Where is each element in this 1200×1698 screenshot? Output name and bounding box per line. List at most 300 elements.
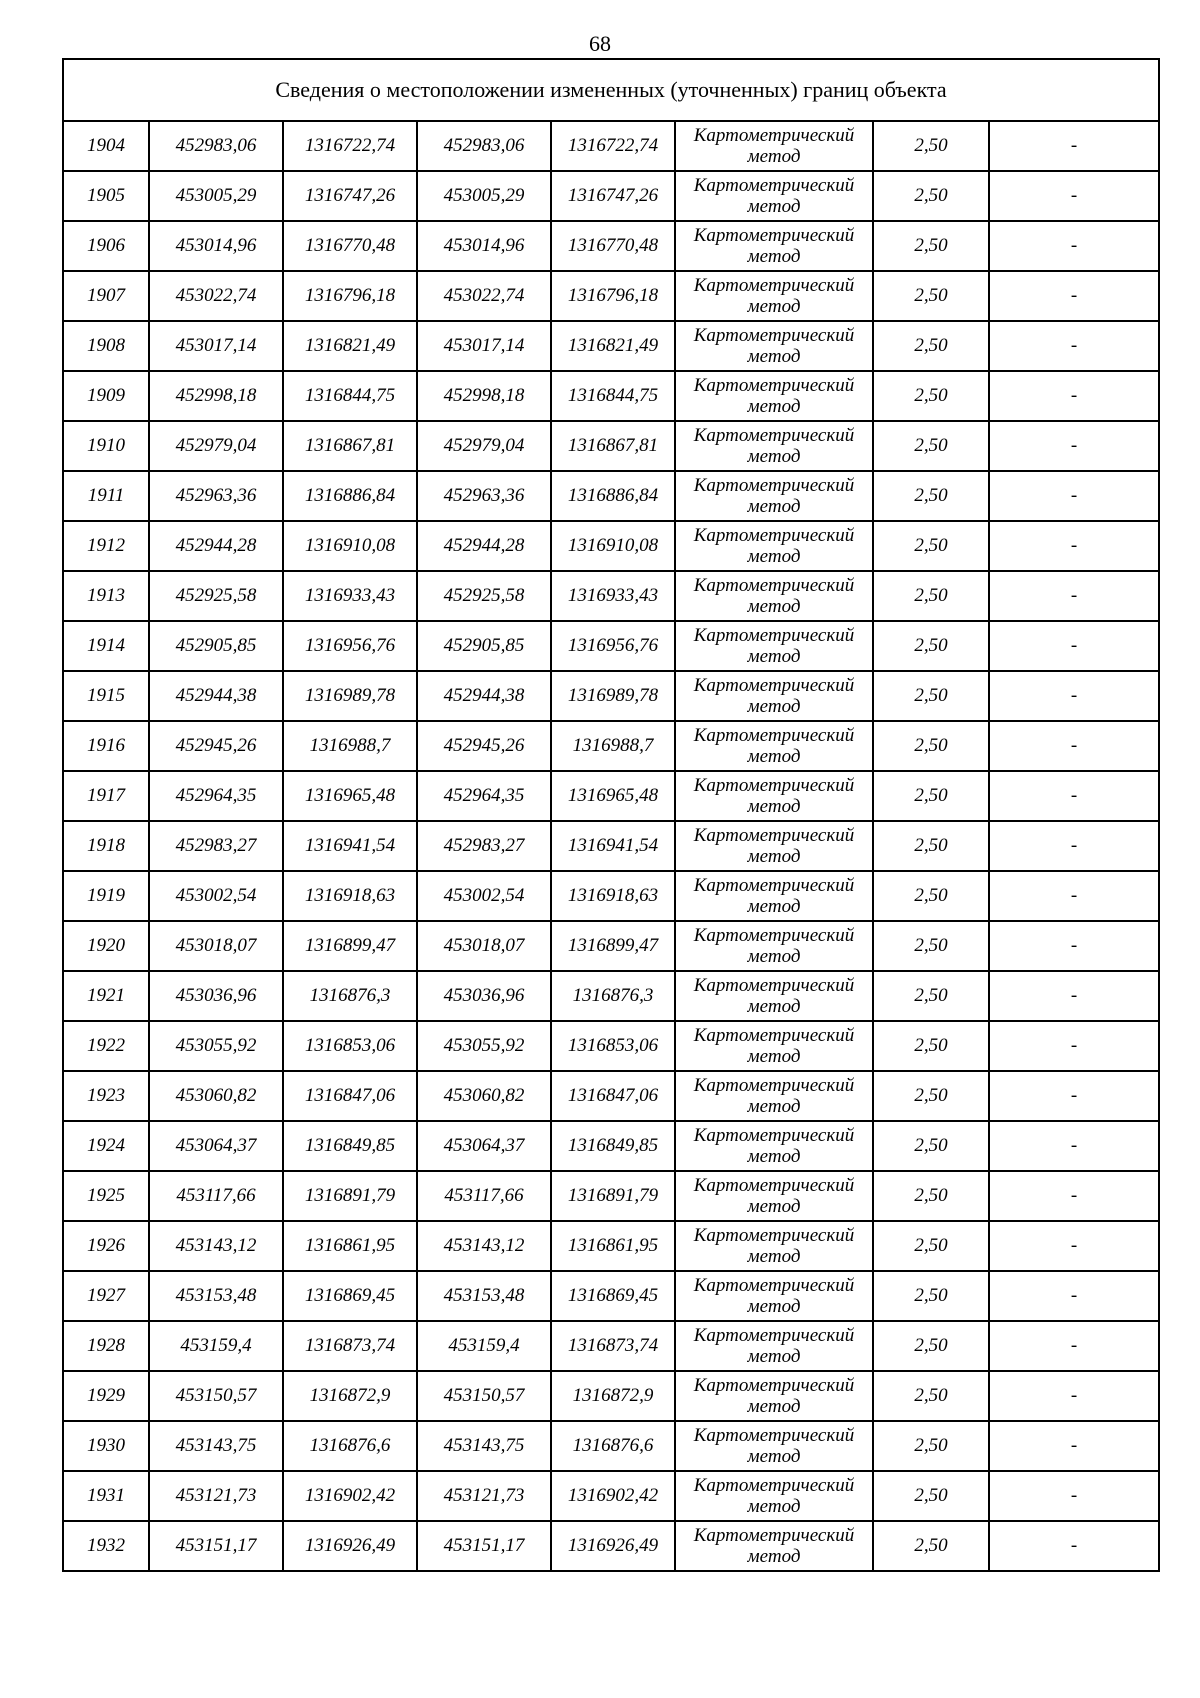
accuracy-cell: 2,50 [873,871,989,921]
new-y-cell: 1316902,42 [551,1471,675,1521]
method-line-1: Картометрический [693,575,855,596]
existing-x-cell: 453002,54 [149,871,283,921]
table-row [63,271,1159,321]
table-row [63,721,1159,771]
description-cell: - [989,421,1159,471]
boundary-coordinates-table [62,58,1160,1572]
accuracy-cell: 2,50 [873,571,989,621]
new-y-cell: 1316918,63 [551,871,675,921]
existing-x-cell: 453060,82 [149,1071,283,1121]
point-number-cell: 1912 [63,521,149,571]
method-cell [675,721,873,771]
accuracy-cell: 2,50 [873,421,989,471]
method-line-2: метод [747,196,801,217]
new-y-cell: 1316886,84 [551,471,675,521]
accuracy-cell: 2,50 [873,921,989,971]
table-row [63,771,1159,821]
method-line-2: метод [747,1146,801,1167]
new-y-cell: 1316869,45 [551,1271,675,1321]
method-line-1: Картометрический [693,125,855,146]
method-cell [675,621,873,671]
new-x-cell: 452963,36 [417,471,551,521]
method-cell [675,821,873,871]
new-y-cell: 1316747,26 [551,171,675,221]
method-line-1: Картометрический [693,625,855,646]
new-x-cell: 453064,37 [417,1121,551,1171]
method-line-1: Картометрический [693,325,855,346]
method-line-2: метод [747,246,801,267]
new-x-cell: 453117,66 [417,1171,551,1221]
new-x-cell: 453017,14 [417,321,551,371]
existing-y-cell: 1316869,45 [283,1271,417,1321]
description-cell: - [989,1421,1159,1471]
existing-x-cell: 453159,4 [149,1321,283,1371]
new-x-cell: 453153,48 [417,1271,551,1321]
new-y-cell: 1316891,79 [551,1171,675,1221]
existing-y-cell: 1316886,84 [283,471,417,521]
new-x-cell: 452945,26 [417,721,551,771]
method-cell [675,1171,873,1221]
existing-x-cell: 452963,36 [149,471,283,521]
method-cell [675,221,873,271]
description-cell: - [989,221,1159,271]
point-number-cell: 1904 [63,121,149,171]
description-cell: - [989,1021,1159,1071]
method-line-1: Картометрический [693,525,855,546]
new-x-cell: 453159,4 [417,1321,551,1371]
new-y-cell: 1316722,74 [551,121,675,171]
existing-x-cell: 452945,26 [149,721,283,771]
description-cell: - [989,1071,1159,1121]
new-y-cell: 1316844,75 [551,371,675,421]
existing-y-cell: 1316910,08 [283,521,417,571]
accuracy-cell: 2,50 [873,321,989,371]
point-number-cell: 1919 [63,871,149,921]
accuracy-cell: 2,50 [873,121,989,171]
method-cell [675,1421,873,1471]
method-line-1: Картометрический [693,1025,855,1046]
method-line-2: метод [747,896,801,917]
existing-x-cell: 453121,73 [149,1471,283,1521]
new-y-cell: 1316847,06 [551,1071,675,1121]
method-line-2: метод [747,996,801,1017]
description-cell: - [989,821,1159,871]
accuracy-cell: 2,50 [873,621,989,671]
method-line-2: метод [747,1096,801,1117]
existing-y-cell: 1316796,18 [283,271,417,321]
accuracy-cell: 2,50 [873,271,989,321]
method-line-2: метод [747,796,801,817]
method-line-2: метод [747,1396,801,1417]
new-x-cell: 453143,75 [417,1421,551,1471]
accuracy-cell: 2,50 [873,971,989,1021]
method-cell [675,1071,873,1121]
new-x-cell: 452998,18 [417,371,551,421]
new-y-cell: 1316941,54 [551,821,675,871]
description-cell: - [989,1471,1159,1521]
existing-y-cell: 1316965,48 [283,771,417,821]
point-number-cell: 1918 [63,821,149,871]
accuracy-cell: 2,50 [873,1071,989,1121]
existing-x-cell: 453055,92 [149,1021,283,1071]
accuracy-cell: 2,50 [873,171,989,221]
point-number-cell: 1921 [63,971,149,1021]
new-y-cell: 1316876,6 [551,1421,675,1471]
existing-x-cell: 453143,12 [149,1221,283,1271]
method-cell [675,321,873,371]
new-y-cell: 1316956,76 [551,621,675,671]
accuracy-cell: 2,50 [873,371,989,421]
existing-y-cell: 1316722,74 [283,121,417,171]
point-number-cell: 1920 [63,921,149,971]
method-line-1: Картометрический [693,775,855,796]
point-number-cell: 1928 [63,1321,149,1371]
new-x-cell: 452905,85 [417,621,551,671]
point-number-cell: 1932 [63,1521,149,1571]
existing-y-cell: 1316847,06 [283,1071,417,1121]
table-row [63,921,1159,971]
accuracy-cell: 2,50 [873,671,989,721]
accuracy-cell: 2,50 [873,1321,989,1371]
existing-y-cell: 1316876,6 [283,1421,417,1471]
new-x-cell: 453121,73 [417,1471,551,1521]
method-line-1: Картометрический [693,825,855,846]
new-y-cell: 1316853,06 [551,1021,675,1071]
description-cell: - [989,171,1159,221]
method-line-1: Картометрический [693,1275,855,1296]
method-line-1: Картометрический [693,975,855,996]
new-x-cell: 452979,04 [417,421,551,471]
method-cell [675,771,873,821]
existing-y-cell: 1316872,9 [283,1371,417,1421]
method-line-1: Картометрический [693,475,855,496]
table-row [63,471,1159,521]
method-line-1: Картометрический [693,425,855,446]
method-line-2: метод [747,1446,801,1467]
method-cell [675,121,873,171]
new-y-cell: 1316910,08 [551,521,675,571]
method-line-2: метод [747,846,801,867]
new-x-cell: 453014,96 [417,221,551,271]
description-cell: - [989,271,1159,321]
point-number-cell: 1927 [63,1271,149,1321]
point-number-cell: 1905 [63,171,149,221]
new-y-cell: 1316861,95 [551,1221,675,1271]
method-line-2: метод [747,1246,801,1267]
method-line-1: Картометрический [693,225,855,246]
table-row [63,421,1159,471]
new-y-cell: 1316821,49 [551,321,675,371]
new-y-cell: 1316989,78 [551,671,675,721]
existing-x-cell: 453005,29 [149,171,283,221]
existing-x-cell: 453014,96 [149,221,283,271]
method-line-2: метод [747,1196,801,1217]
existing-x-cell: 453151,17 [149,1521,283,1571]
existing-x-cell: 452925,58 [149,571,283,621]
accuracy-cell: 2,50 [873,771,989,821]
table-row [63,1271,1159,1321]
existing-x-cell: 453143,75 [149,1421,283,1471]
method-line-2: метод [747,446,801,467]
new-y-cell: 1316965,48 [551,771,675,821]
table-row [63,1321,1159,1371]
accuracy-cell: 2,50 [873,721,989,771]
table-row [63,1071,1159,1121]
point-number-cell: 1930 [63,1421,149,1471]
new-x-cell: 453022,74 [417,271,551,321]
method-line-2: метод [747,346,801,367]
table-body [63,121,1159,1571]
method-line-2: метод [747,696,801,717]
existing-x-cell: 452944,38 [149,671,283,721]
description-cell: - [989,1171,1159,1221]
new-x-cell: 452983,06 [417,121,551,171]
existing-x-cell: 453150,57 [149,1371,283,1421]
method-line-2: метод [747,546,801,567]
table-row [63,1521,1159,1571]
table-row [63,1221,1159,1271]
description-cell: - [989,1271,1159,1321]
existing-y-cell: 1316899,47 [283,921,417,971]
description-cell: - [989,721,1159,771]
new-x-cell: 453002,54 [417,871,551,921]
description-cell: - [989,921,1159,971]
table-row [63,871,1159,921]
method-cell [675,871,873,921]
table-row [63,121,1159,171]
existing-y-cell: 1316988,7 [283,721,417,771]
method-line-2: метод [747,296,801,317]
new-y-cell: 1316899,47 [551,921,675,971]
method-cell [675,1521,873,1571]
point-number-cell: 1909 [63,371,149,421]
description-cell: - [989,871,1159,921]
table-row [63,1121,1159,1171]
method-cell [675,1021,873,1071]
point-number-cell: 1923 [63,1071,149,1121]
existing-y-cell: 1316853,06 [283,1021,417,1071]
new-x-cell: 453036,96 [417,971,551,1021]
new-y-cell: 1316873,74 [551,1321,675,1371]
new-y-cell: 1316933,43 [551,571,675,621]
existing-y-cell: 1316849,85 [283,1121,417,1171]
existing-x-cell: 452979,04 [149,421,283,471]
existing-y-cell: 1316926,49 [283,1521,417,1571]
existing-x-cell: 453018,07 [149,921,283,971]
method-cell [675,571,873,621]
accuracy-cell: 2,50 [873,521,989,571]
method-line-1: Картометрический [693,875,855,896]
method-line-1: Картометрический [693,1125,855,1146]
method-line-1: Картометрический [693,1325,855,1346]
point-number-cell: 1908 [63,321,149,371]
method-line-1: Картометрический [693,1075,855,1096]
description-cell: - [989,371,1159,421]
point-number-cell: 1911 [63,471,149,521]
point-number-cell: 1916 [63,721,149,771]
existing-y-cell: 1316941,54 [283,821,417,871]
existing-y-cell: 1316747,26 [283,171,417,221]
method-cell [675,971,873,1021]
method-line-2: метод [747,1546,801,1567]
point-number-cell: 1915 [63,671,149,721]
existing-y-cell: 1316956,76 [283,621,417,671]
method-line-1: Картометрический [693,1175,855,1196]
table-row [63,1471,1159,1521]
table-title: Сведения о местоположении измененных (уточненных) границ объекта [63,59,1159,121]
existing-y-cell: 1316902,42 [283,1471,417,1521]
table-row [63,171,1159,221]
method-line-2: метод [747,746,801,767]
table-row [63,321,1159,371]
method-cell [675,1121,873,1171]
new-x-cell: 453143,12 [417,1221,551,1271]
method-line-1: Картометрический [693,675,855,696]
new-x-cell: 453060,82 [417,1071,551,1121]
accuracy-cell: 2,50 [873,1221,989,1271]
method-line-1: Картометрический [693,275,855,296]
accuracy-cell: 2,50 [873,1421,989,1471]
method-cell [675,171,873,221]
boundary-table-container [62,58,1158,1572]
method-line-2: метод [747,646,801,667]
existing-y-cell: 1316891,79 [283,1171,417,1221]
new-x-cell: 453005,29 [417,171,551,221]
existing-x-cell: 452905,85 [149,621,283,671]
table-row [63,221,1159,271]
table-row [63,521,1159,571]
accuracy-cell: 2,50 [873,1121,989,1171]
table-row [63,821,1159,871]
accuracy-cell: 2,50 [873,1171,989,1221]
method-cell [675,471,873,521]
description-cell: - [989,1521,1159,1571]
existing-x-cell: 452964,35 [149,771,283,821]
method-line-2: метод [747,1046,801,1067]
method-line-2: метод [747,946,801,967]
existing-x-cell: 453036,96 [149,971,283,1021]
table-row [63,571,1159,621]
existing-x-cell: 453022,74 [149,271,283,321]
description-cell: - [989,121,1159,171]
new-x-cell: 452964,35 [417,771,551,821]
point-number-cell: 1926 [63,1221,149,1271]
new-x-cell: 453151,17 [417,1521,551,1571]
table-row [63,1171,1159,1221]
description-cell: - [989,971,1159,1021]
method-line-1: Картометрический [693,1525,855,1546]
point-number-cell: 1913 [63,571,149,621]
existing-x-cell: 453017,14 [149,321,283,371]
description-cell: - [989,471,1159,521]
new-x-cell: 453150,57 [417,1371,551,1421]
new-y-cell: 1316796,18 [551,271,675,321]
existing-y-cell: 1316861,95 [283,1221,417,1271]
accuracy-cell: 2,50 [873,1521,989,1571]
new-x-cell: 452983,27 [417,821,551,871]
new-x-cell: 452925,58 [417,571,551,621]
new-x-cell: 452944,28 [417,521,551,571]
method-cell [675,271,873,321]
method-line-1: Картометрический [693,1425,855,1446]
existing-x-cell: 452944,28 [149,521,283,571]
point-number-cell: 1929 [63,1371,149,1421]
method-cell [675,1321,873,1371]
table-row [63,1371,1159,1421]
accuracy-cell: 2,50 [873,1021,989,1071]
method-line-1: Картометрический [693,175,855,196]
method-line-1: Картометрический [693,1375,855,1396]
accuracy-cell: 2,50 [873,471,989,521]
existing-y-cell: 1316918,63 [283,871,417,921]
method-cell [675,671,873,721]
method-cell [675,1471,873,1521]
method-cell [675,1371,873,1421]
point-number-cell: 1917 [63,771,149,821]
method-cell [675,371,873,421]
new-x-cell: 453018,07 [417,921,551,971]
point-number-cell: 1922 [63,1021,149,1071]
table-row [63,1421,1159,1471]
accuracy-cell: 2,50 [873,1471,989,1521]
existing-y-cell: 1316867,81 [283,421,417,471]
method-line-2: метод [747,1296,801,1317]
page-number: 68 [589,31,611,56]
existing-x-cell: 453117,66 [149,1171,283,1221]
new-y-cell: 1316770,48 [551,221,675,271]
accuracy-cell: 2,50 [873,1271,989,1321]
existing-x-cell: 453064,37 [149,1121,283,1171]
new-x-cell: 452944,38 [417,671,551,721]
point-number-cell: 1910 [63,421,149,471]
table-row [63,971,1159,1021]
description-cell: - [989,1321,1159,1371]
description-cell: - [989,1121,1159,1171]
description-cell: - [989,521,1159,571]
accuracy-cell: 2,50 [873,221,989,271]
method-line-2: метод [747,596,801,617]
description-cell: - [989,1221,1159,1271]
point-number-cell: 1914 [63,621,149,671]
point-number-cell: 1931 [63,1471,149,1521]
new-y-cell: 1316849,85 [551,1121,675,1171]
existing-y-cell: 1316876,3 [283,971,417,1021]
new-y-cell: 1316988,7 [551,721,675,771]
method-line-1: Картометрический [693,1475,855,1496]
method-cell [675,421,873,471]
point-number-cell: 1906 [63,221,149,271]
existing-x-cell: 452983,06 [149,121,283,171]
point-number-cell: 1924 [63,1121,149,1171]
new-y-cell: 1316876,3 [551,971,675,1021]
point-number-cell: 1907 [63,271,149,321]
existing-x-cell: 452983,27 [149,821,283,871]
method-line-2: метод [747,496,801,517]
method-cell [675,1221,873,1271]
table-row [63,371,1159,421]
new-y-cell: 1316872,9 [551,1371,675,1421]
accuracy-cell: 2,50 [873,821,989,871]
existing-x-cell: 453153,48 [149,1271,283,1321]
method-line-1: Картометрический [693,925,855,946]
table-row [63,671,1159,721]
method-cell [675,521,873,571]
description-cell: - [989,621,1159,671]
accuracy-cell: 2,50 [873,1371,989,1421]
description-cell: - [989,571,1159,621]
method-line-1: Картометрический [693,375,855,396]
existing-x-cell: 452998,18 [149,371,283,421]
